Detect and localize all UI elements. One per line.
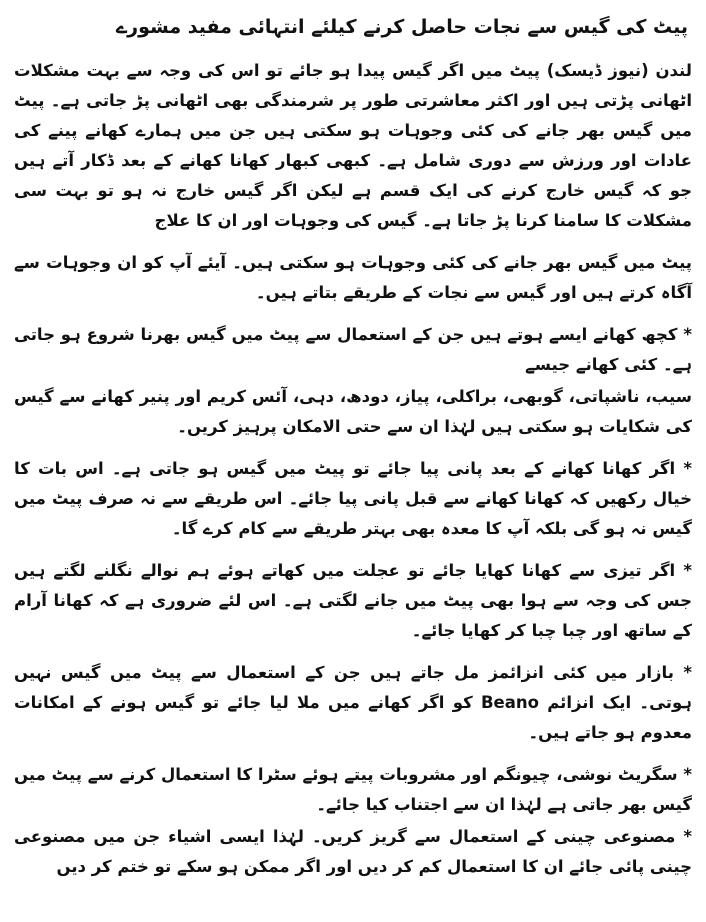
article: [14, 10, 692, 894]
point-enzymes-paragraph: * بازار میں کئی انزائمز مل جاتے ہیں جن کے استعمال سے پیٹ میں گیس نہیں ہوتی۔ ایک انزائم Beano کو اگر کھانے میں ملا لیا جائے تو گیس ہونے کے امکانات معدوم ہو جاتے ہیں۔: [14, 663, 692, 742]
point-water-paragraph: * اگر کھانا کھانے کے بعد پانی پیا جائے تو پیٹ میں گیس ہو جاتی ہے۔ اس بات کا خیال رکھیں کہ کھانا کھانے سے قبل پانی پیا جائے۔ اس طریقے سے نہ صرف پیٹ میں گیس نہ ہو گی بلکہ آپ کا معدہ بھی بہتر طریقے سے کام کرے گا۔: [14, 459, 692, 538]
causes-intro-paragraph: پیٹ میں گیس بھر جانے کی کئی وجوہات ہو سکتی ہیں۔ آیئے آپ کو ان وجوہات سے آگاہ کرتے ہیں اور گیس سے نجات کے طریقے بتاتے ہیں۔: [14, 253, 692, 302]
point-sugar-paragraph: * مصنوعی چینی کے استعمال سے گریز کریں۔ لہٰذا ایسی اشیاء جن میں مصنوعی چینی پائی جائے ان کا استعمال کم کر دیں اور اگر ممکن ہو سکے تو ختم کر دیں: [14, 827, 692, 876]
article-title: پیٹ کی گیس سے نجات حاصل کرنے کیلئے انتہائی مفید مشورے: [116, 16, 688, 38]
intro-paragraph: لندن (نیوز ڈیسک) پیٹ میں اگر گیس پیدا ہو جائے تو اس کی وجہ سے بہت مشکلات اٹھانی پڑتی ہیں اور اکثر معاشرتی طور پر شرمندگی بھی اٹھانی پڑ جاتی ہے۔ پیٹ میں گیس بھر جانے کی کئی وجوہات ہو سکتی ہیں جن میں ہمارے کھانے پینے کی عادات اور ورزش سے دوری شامل ہے۔ کبھی کبھار کھانا کھانے کے بعد ڈکار آتے ہیں جو کہ گیس خارج کرنے کی ایک قسم ہے لیکن اگر گیس خارج نہ ہو تو بہت سی مشکلات کا سامنا کرنا پڑ جاتا ہے۔ گیس کی وجوہات اور ان کا علاج: [14, 61, 692, 230]
point-foods-list-paragraph: سیب، ناشپاتی، گوبھی، براکلی، پیاز، دودھ، دہی، آئس کریم اور پنیر کھانے سے گیس کی شکایات ہو سکتی ہیں لہٰذا ان سے حتی الامکان پرہیز کریں۔: [14, 387, 692, 436]
point-speed-paragraph: * اگر تیزی سے کھانا کھایا جائے تو عجلت میں کھاتے ہوئے ہم نوالے نگلنے لگتے ہیں جس کی وجہ سے ہوا بھی پیٹ میں جانے لگتی ہے۔ اس لئے ضروری ہے کہ کھانا آرام کے ساتھ اور چبا چبا کر کھایا جائے۔: [14, 561, 692, 640]
point-smoking-paragraph: * سگریٹ نوشی، چیونگم اور مشروبات پیتے ہوئے سٹرا کا استعمال کرنے سے پیٹ میں گیس بھر جاتی ہے لہٰذا ان سے اجتناب کیا جائے۔: [14, 765, 692, 814]
point-foods-paragraph: * کچھ کھانے ایسے ہوتے ہیں جن کے استعمال سے پیٹ میں گیس بھرنا شروع ہو جاتی ہے۔ کئی کھانے جیسے: [14, 325, 692, 374]
